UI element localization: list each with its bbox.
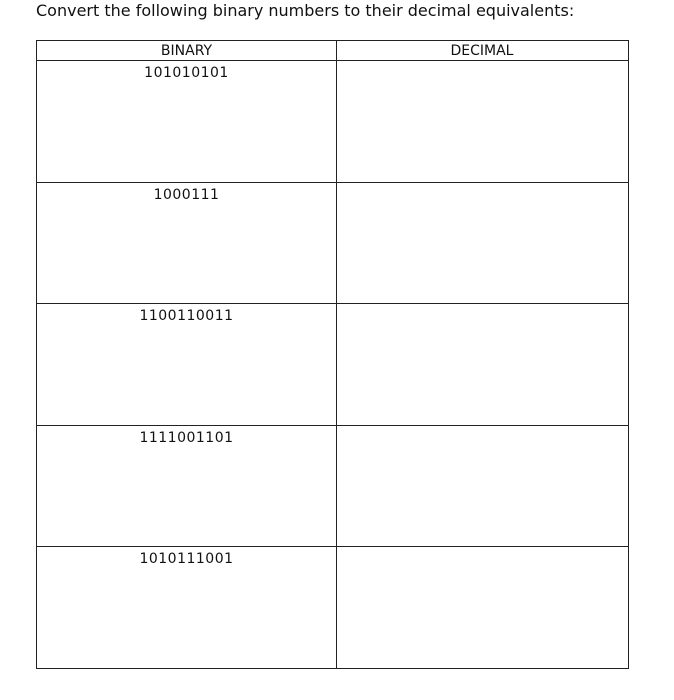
table-row xyxy=(37,304,628,426)
table-row xyxy=(37,183,628,304)
binary-value: 1000111 xyxy=(153,187,220,203)
decimal-answer-cell[interactable] xyxy=(337,304,627,425)
table-row xyxy=(37,426,628,547)
binary-value: 101010101 xyxy=(144,65,229,81)
binary-value: 1100110011 xyxy=(139,308,234,324)
decimal-answer-cell[interactable] xyxy=(337,61,627,182)
header-decimal: DECIMAL xyxy=(450,43,514,59)
table-row xyxy=(37,61,628,183)
decimal-answer-cell[interactable] xyxy=(337,183,627,303)
table-header-row xyxy=(37,41,628,61)
decimal-answer-cell[interactable] xyxy=(337,547,627,668)
decimal-answer-cell[interactable] xyxy=(337,426,627,546)
table-row xyxy=(37,547,628,668)
binary-value: 1111001101 xyxy=(139,430,234,446)
instructions-text: Convert the following binary numbers to their decimal equivalents: xyxy=(36,1,575,20)
header-binary: BINARY xyxy=(160,43,213,59)
binary-value: 1010111001 xyxy=(139,551,234,567)
conversion-table xyxy=(36,40,629,669)
